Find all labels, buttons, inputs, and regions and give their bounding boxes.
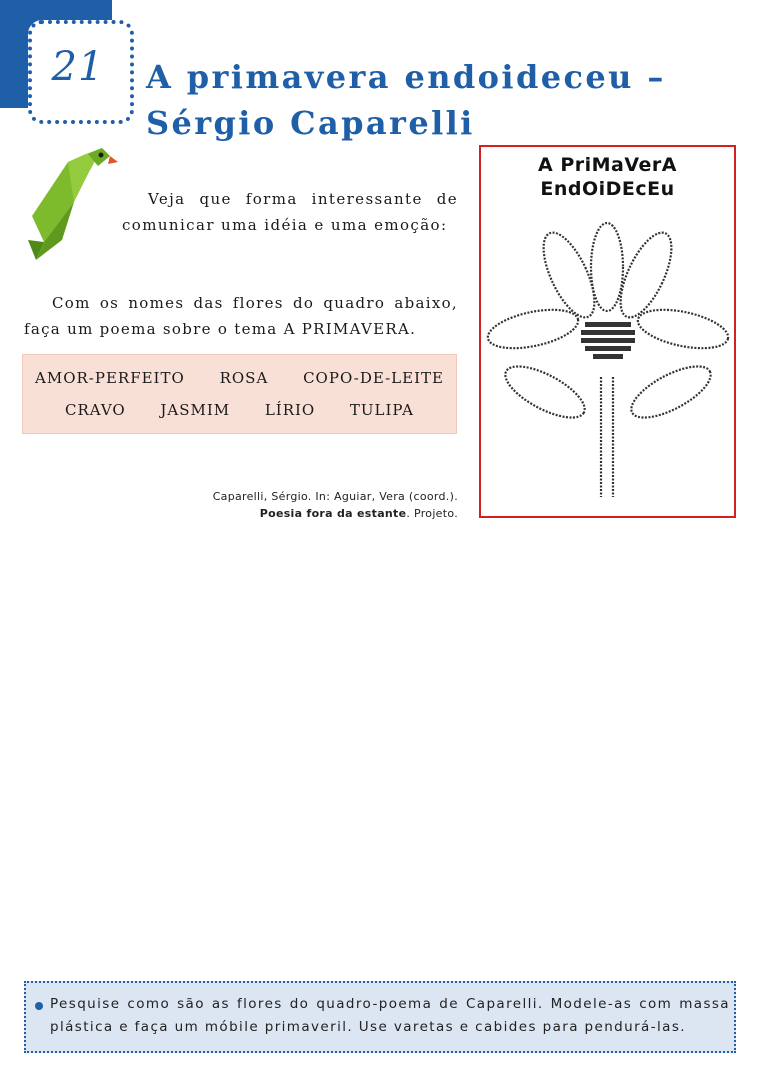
poem-title-line-2: EndOiDEcEu: [540, 178, 675, 200]
credit-publisher: . Projeto.: [406, 507, 458, 520]
flower-name: AMOR-PERFEITO: [35, 369, 185, 387]
flower-name: JASMIM: [160, 401, 231, 419]
page-title: [146, 54, 746, 146]
chapter-number: 21: [51, 44, 105, 90]
title-line-1: A primavera endoideceu –: [146, 58, 666, 96]
poem-title: [481, 153, 734, 201]
intro-text: Veja que forma interessante de comunicar uma idéia e uma emoção:: [122, 190, 458, 234]
bird-illustration-icon: [22, 144, 122, 264]
credit-line-2: [160, 505, 458, 522]
visual-poem-frame: [479, 145, 736, 518]
activity-box: [24, 981, 736, 1053]
title-line-2: Sérgio Caparelli: [146, 104, 475, 142]
flower-row-1: [23, 369, 456, 387]
flower-name: COPO-DE-LEITE: [303, 369, 444, 387]
credit-line-1: Caparelli, Sérgio. In: Aguiar, Vera (coord.).: [212, 490, 458, 503]
instruction-text: Com os nomes das flores do quadro abaixo, faça um poema sobre o tema A PRIMAVERA.: [24, 294, 458, 338]
poem-title-line-1: A PriMaVerA: [538, 154, 677, 176]
flower-name: LÍRIO: [264, 401, 316, 419]
activity-text: Pesquise como são as flores do quadro-poema de Caparelli. Modele-as com massa plástica e faça um móbile primaveril. Use varetas e cabides para pendurá-las.: [50, 996, 730, 1035]
flower-poem-drawing-icon: [481, 217, 734, 516]
credit-book-title: Poesia fora da estante: [259, 507, 407, 520]
flower-names-box: [22, 354, 457, 434]
bullet-icon: [35, 1002, 43, 1010]
flower-name: ROSA: [219, 369, 269, 387]
flower-name: TULIPA: [349, 401, 414, 419]
flower-name: CRAVO: [65, 401, 126, 419]
flower-row-2: [23, 401, 456, 419]
source-credit: [160, 488, 458, 522]
